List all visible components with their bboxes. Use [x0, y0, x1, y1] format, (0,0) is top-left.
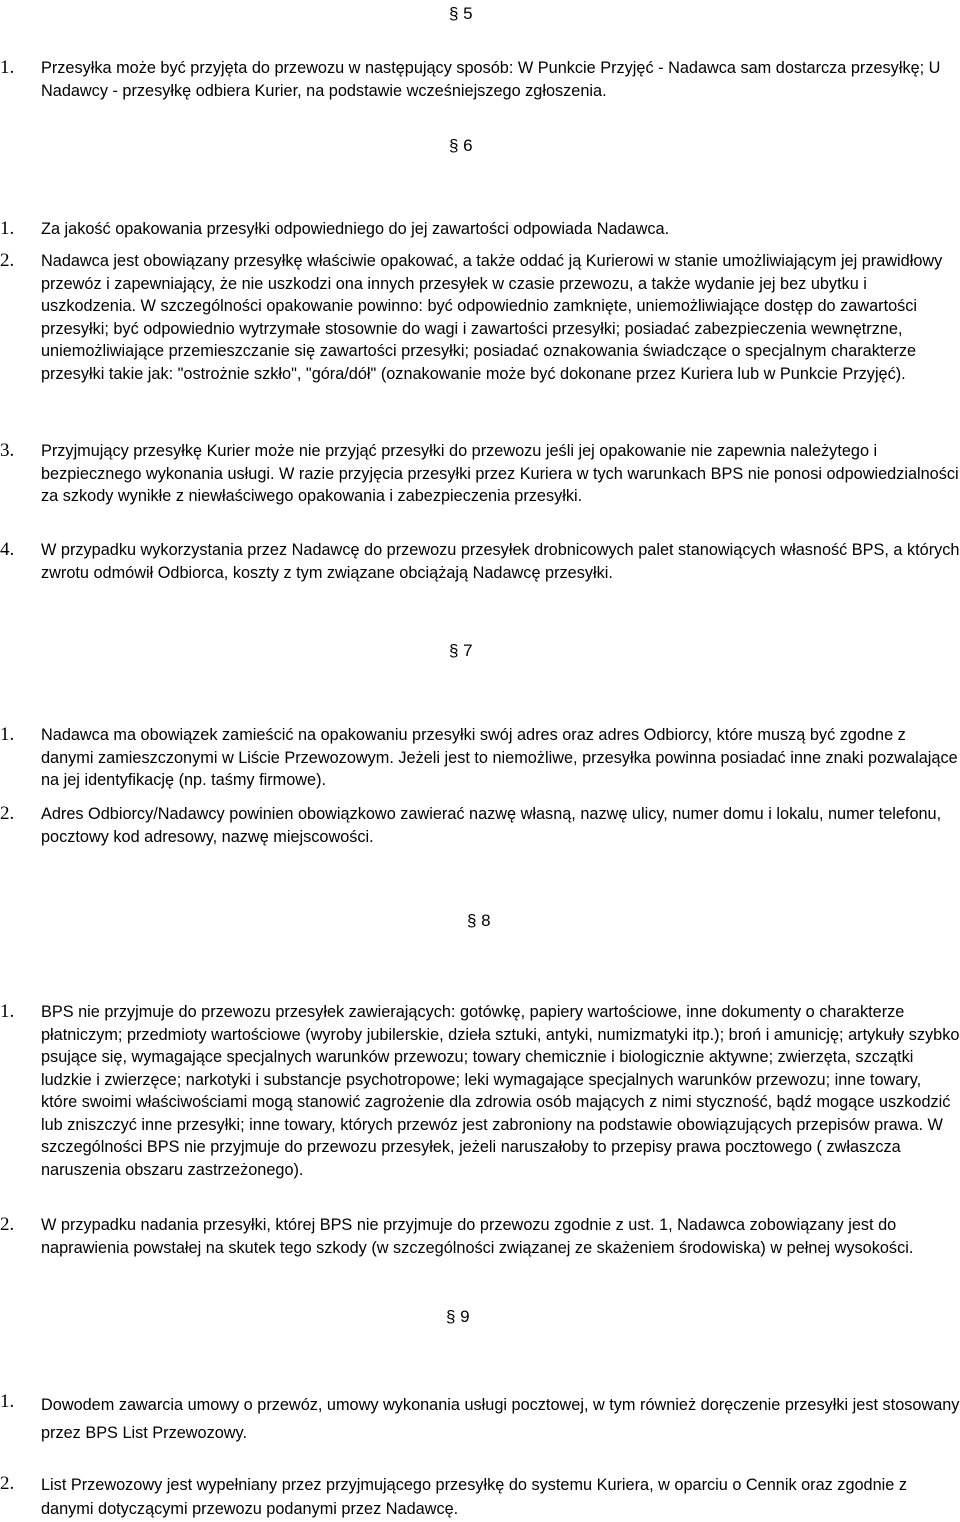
item-text: W przypadku nadania przesyłki, której BPS nie przyjmuje do przewozu zgodnie z ust. 1, Nadawca zobowiązany jest do naprawienia powstałej na skutek tego szkody (w szczególności związanej ze skażeniem środowiska) w pełnej wysokości. [41, 1216, 914, 1257]
item-text: Przesyłka może być przyjęta do przewozu w następujący sposób: W Punkcie Przyjęć - Nadawca sam dostarcza przesyłkę; U Nadawcy - przesyłkę odbiera Kurier, na podstawie wcześniejszego zgłoszenia. [41, 59, 941, 100]
section-heading: § 6 [449, 136, 473, 155]
section-heading: § 9 [446, 1307, 470, 1326]
item-number: 1. [0, 218, 15, 239]
item-text: Nadawca jest obowiązany przesyłkę właściwie opakować, a także oddać ją Kurierowi w stanie umożliwiającym jej prawidłowy przewóz i zapewniający, że nie uszkodzi ona innych przesyłek w czasie przewozu, a także wydanie jej bez ubytku i uszkodzenia. W szczególności opakowanie powinno: być odpowiednio zamknięte, uniemożliwiające dostęp do zawartości przesyłki; być odpowiednio wytrzymałe stosownie do wagi i zawartości przesyłki; posiadać zabezpieczenia wewnętrzne, uniemożliwiające przemieszczanie się zawartości przesyłki; posiadać oznakowania świadczące o specjalnym charakterze przesyłki takie jak: "ostrożnie szkło", "góra/dół" (oznakowanie może być dokonane przez Kuriera lub w Punkcie Przyjęć). [41, 252, 943, 383]
item-number: 1. [0, 1391, 15, 1412]
item-number: 1. [0, 724, 15, 745]
item-text: Za jakość opakowania przesyłki odpowiedniego do jej zawartości odpowiada Nadawca. [41, 220, 670, 238]
item-number: 2. [0, 250, 15, 271]
item-text: Adres Odbiorcy/Nadawcy powinien obowiązkowo zawierać nazwę własną, nazwę ulicy, numer domu i lokalu, numer telefonu, pocztowy kod adresowy, nazwę miejscowości. [41, 805, 942, 846]
item-number: 2. [0, 1214, 15, 1235]
item-text: Nadawca ma obowiązek zamieścić na opakowaniu przesyłki swój adres oraz adres Odbiorcy, które muszą być zgodne z danymi zamieszczonymi w Liście Przewozowym. Jeżeli jest to niemożliwe, przesyłka powinna posiadać inne znaki pozwalające na jej identyfikację (np. taśmy firmowe). [41, 726, 958, 789]
item-number: 3. [0, 440, 15, 461]
section-heading: § 8 [467, 911, 491, 930]
item-number: 1. [0, 1001, 15, 1022]
item-number: 2. [0, 1473, 15, 1494]
item-text: Przyjmujący przesyłkę Kurier może nie przyjąć przesyłki do przewozu jeśli jej opakowanie nie zapewnia należytego i bezpiecznego wykonania usługi. W razie przyjęcia przesyłki przez Kuriera w tych warunkach BPS nie ponosi odpowiedzialności za szkody wynikłe z niewłaściwego opakowania i zabezpieczenia przesyłki. [41, 442, 959, 505]
section-heading: § 5 [449, 4, 473, 23]
item-text: Dowodem zawarcia umowy o przewóz, umowy wykonania usługi pocztowej, w tym również doręczenie przesyłki jest stosowany przez BPS List Przewozowy. [41, 1396, 960, 1442]
item-number: 1. [0, 57, 15, 78]
item-number: 4. [0, 539, 15, 560]
item-number: 2. [0, 803, 15, 824]
item-text: List Przewozowy jest wypełniany przez przyjmującego przesyłkę do systemu Kuriera, w oparciu o Cennik oraz zgodnie z danymi dotyczącymi przewozu podanymi przez Nadawcę. [41, 1476, 907, 1518]
item-text: W przypadku wykorzystania przez Nadawcę do przewozu przesyłek drobnicowych palet stanowiących własność BPS, a których zwrotu odmówił Odbiorca, koszty z tym związane obciążają Nadawcę przesyłki. [41, 541, 960, 582]
item-text: BPS nie przyjmuje do przewozu przesyłek zawierających: gotówkę, papiery wartościowe, inne dokumenty o charakterze płatniczym; przedmioty wartościowe (wyroby jubilerskie, dzieła sztuki, antyki, numizmatyki itp.); broń i amunicję; artykuły szybko psujące się, wymagające specjalnych warunków przewozu; towary chemicznie i biologicznie aktywne; zwierzęta, szczątki ludzkie i zwierzęce; narkotyki i substancje psychotropowe; leki wymagające specjalnych warunków przewozu; inne towary, które swoimi właściwościami mogą stanowić zagrożenie dla zdrowia osób mających z nimi styczność, bądź mogące uszkodzić lub zniszczyć inne przesyłki; inne towary, których przewóz jest zabroniony na podstawie obowiązujących przepisów prawa. W szczególności BPS nie przyjmuje do przewozu przesyłek, jeżeli naruszałoby to przepisy prawa pocztowego ( zwłaszcza naruszenia obszaru zastrzeżonego). [41, 1003, 960, 1179]
section-heading: § 7 [449, 641, 473, 660]
